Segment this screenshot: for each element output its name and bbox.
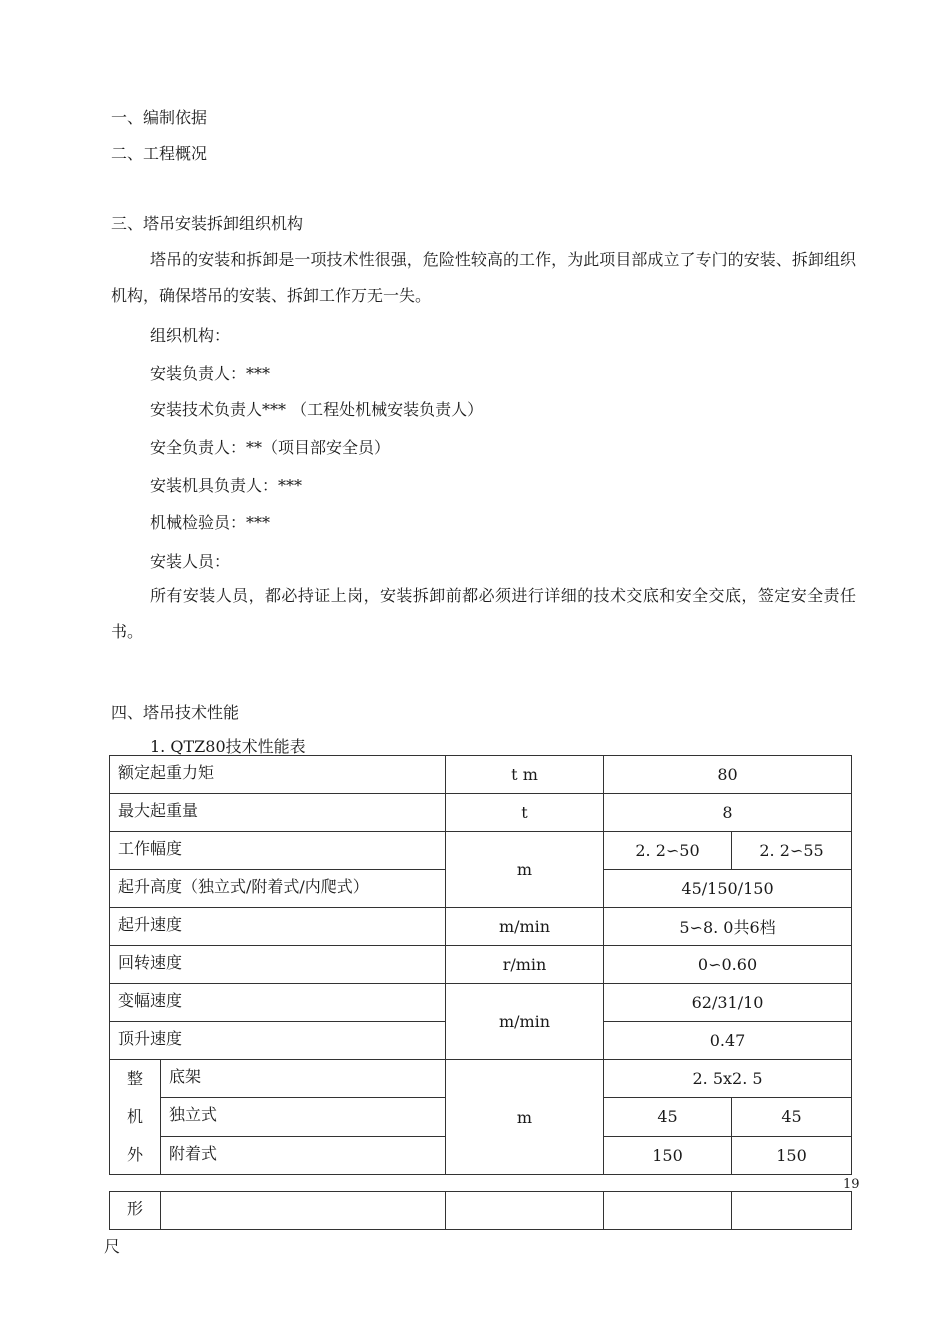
param-cell: 独立式 <box>161 1098 446 1136</box>
param-cell: 额定起重力矩 <box>110 756 446 794</box>
value-cell: 150 <box>604 1136 732 1174</box>
value-cell: 62/31/10 <box>604 984 852 1022</box>
unit-cell: t m <box>446 756 604 794</box>
unit-cell: m <box>446 832 604 908</box>
safety-lead: 安全负责人：**（项目部安全员） <box>150 438 391 457</box>
param-cell: 附着式 <box>161 1136 446 1174</box>
org-heading: 组织机构： <box>150 326 231 345</box>
table-row <box>110 946 852 984</box>
spec-table <box>109 755 852 1175</box>
value-cell: 2. 2∽50 <box>604 832 732 870</box>
param-cell <box>161 1192 446 1230</box>
value-cell: 0.47 <box>604 1022 852 1060</box>
param-cell: 工作幅度 <box>110 832 446 870</box>
table-caption: 1. QTZ80技术性能表 <box>150 737 306 756</box>
install-lead: 安装负责人：*** <box>150 364 271 383</box>
section-heading-1: 一、编制依据 <box>111 108 208 127</box>
unit-cell: t <box>446 794 604 832</box>
value-cell: 2. 5x2. 5 <box>604 1060 852 1098</box>
value-cell <box>732 1192 852 1230</box>
tech-lead: 安装技术负责人*** （工程处机械安装负责人） <box>150 400 484 419</box>
param-cell: 回转速度 <box>110 946 446 984</box>
value-cell: 8 <box>604 794 852 832</box>
staff-paragraph: 所有安装人员，都必持证上岗，安装拆卸前都必须进行详细的技术交底和安全交底，签定安全责任书。 <box>111 586 856 641</box>
param-cell: 顶升速度 <box>110 1022 446 1060</box>
group-label-char: 外 <box>126 1145 143 1164</box>
param-cell: 变幅速度 <box>110 984 446 1022</box>
table-row <box>110 908 852 946</box>
tools-lead: 安装机具负责人：*** <box>150 476 303 495</box>
trailing-char: 尺 <box>104 1237 121 1256</box>
group-label-cell <box>110 1060 161 1175</box>
inspector: 机械检验员：*** <box>150 513 271 532</box>
value-cell: 45/150/150 <box>604 870 852 908</box>
value-cell <box>604 1192 732 1230</box>
param-cell: 起升高度（独立式/附着式/内爬式） <box>110 870 446 908</box>
page-number: 19 <box>843 1177 860 1192</box>
section-heading-4: 四、塔吊技术性能 <box>111 703 240 722</box>
unit-cell <box>446 1192 604 1230</box>
unit-cell: m/min <box>446 908 604 946</box>
group-label-char: 机 <box>126 1107 143 1126</box>
unit-cell: m <box>446 1060 604 1175</box>
org-intro-paragraph: 塔吊的安装和拆卸是一项技术性很强，危险性较高的工作，为此项目部成立了专门的安装、拆卸组织机构，确保塔吊的安装、拆卸工作万无一失。 <box>111 250 856 305</box>
staff-heading: 安装人员： <box>150 552 231 571</box>
table-row <box>110 984 852 1022</box>
spec-table-continued <box>109 1191 852 1230</box>
table-row <box>110 832 852 870</box>
group-label-char: 整 <box>126 1069 143 1088</box>
value-cell: 45 <box>604 1098 732 1136</box>
value-cell: 0∽0.60 <box>604 946 852 984</box>
value-cell: 2. 2∽55 <box>732 832 852 870</box>
table-row <box>110 1192 852 1230</box>
value-cell: 45 <box>732 1098 852 1136</box>
param-cell: 最大起重量 <box>110 794 446 832</box>
unit-cell: m/min <box>446 984 604 1060</box>
param-cell: 底架 <box>161 1060 446 1098</box>
table-row <box>110 794 852 832</box>
value-cell: 5∽8. 0共6档 <box>604 908 852 946</box>
table-row <box>110 1060 852 1098</box>
value-cell: 80 <box>604 756 852 794</box>
section-heading-2: 二、工程概况 <box>111 144 208 163</box>
section-heading-3: 三、塔吊安装拆卸组织机构 <box>111 214 304 233</box>
unit-cell: r/min <box>446 946 604 984</box>
group-label-cell: 形 <box>110 1192 161 1230</box>
param-cell: 起升速度 <box>110 908 446 946</box>
value-cell: 150 <box>732 1136 852 1174</box>
table-row <box>110 756 852 794</box>
